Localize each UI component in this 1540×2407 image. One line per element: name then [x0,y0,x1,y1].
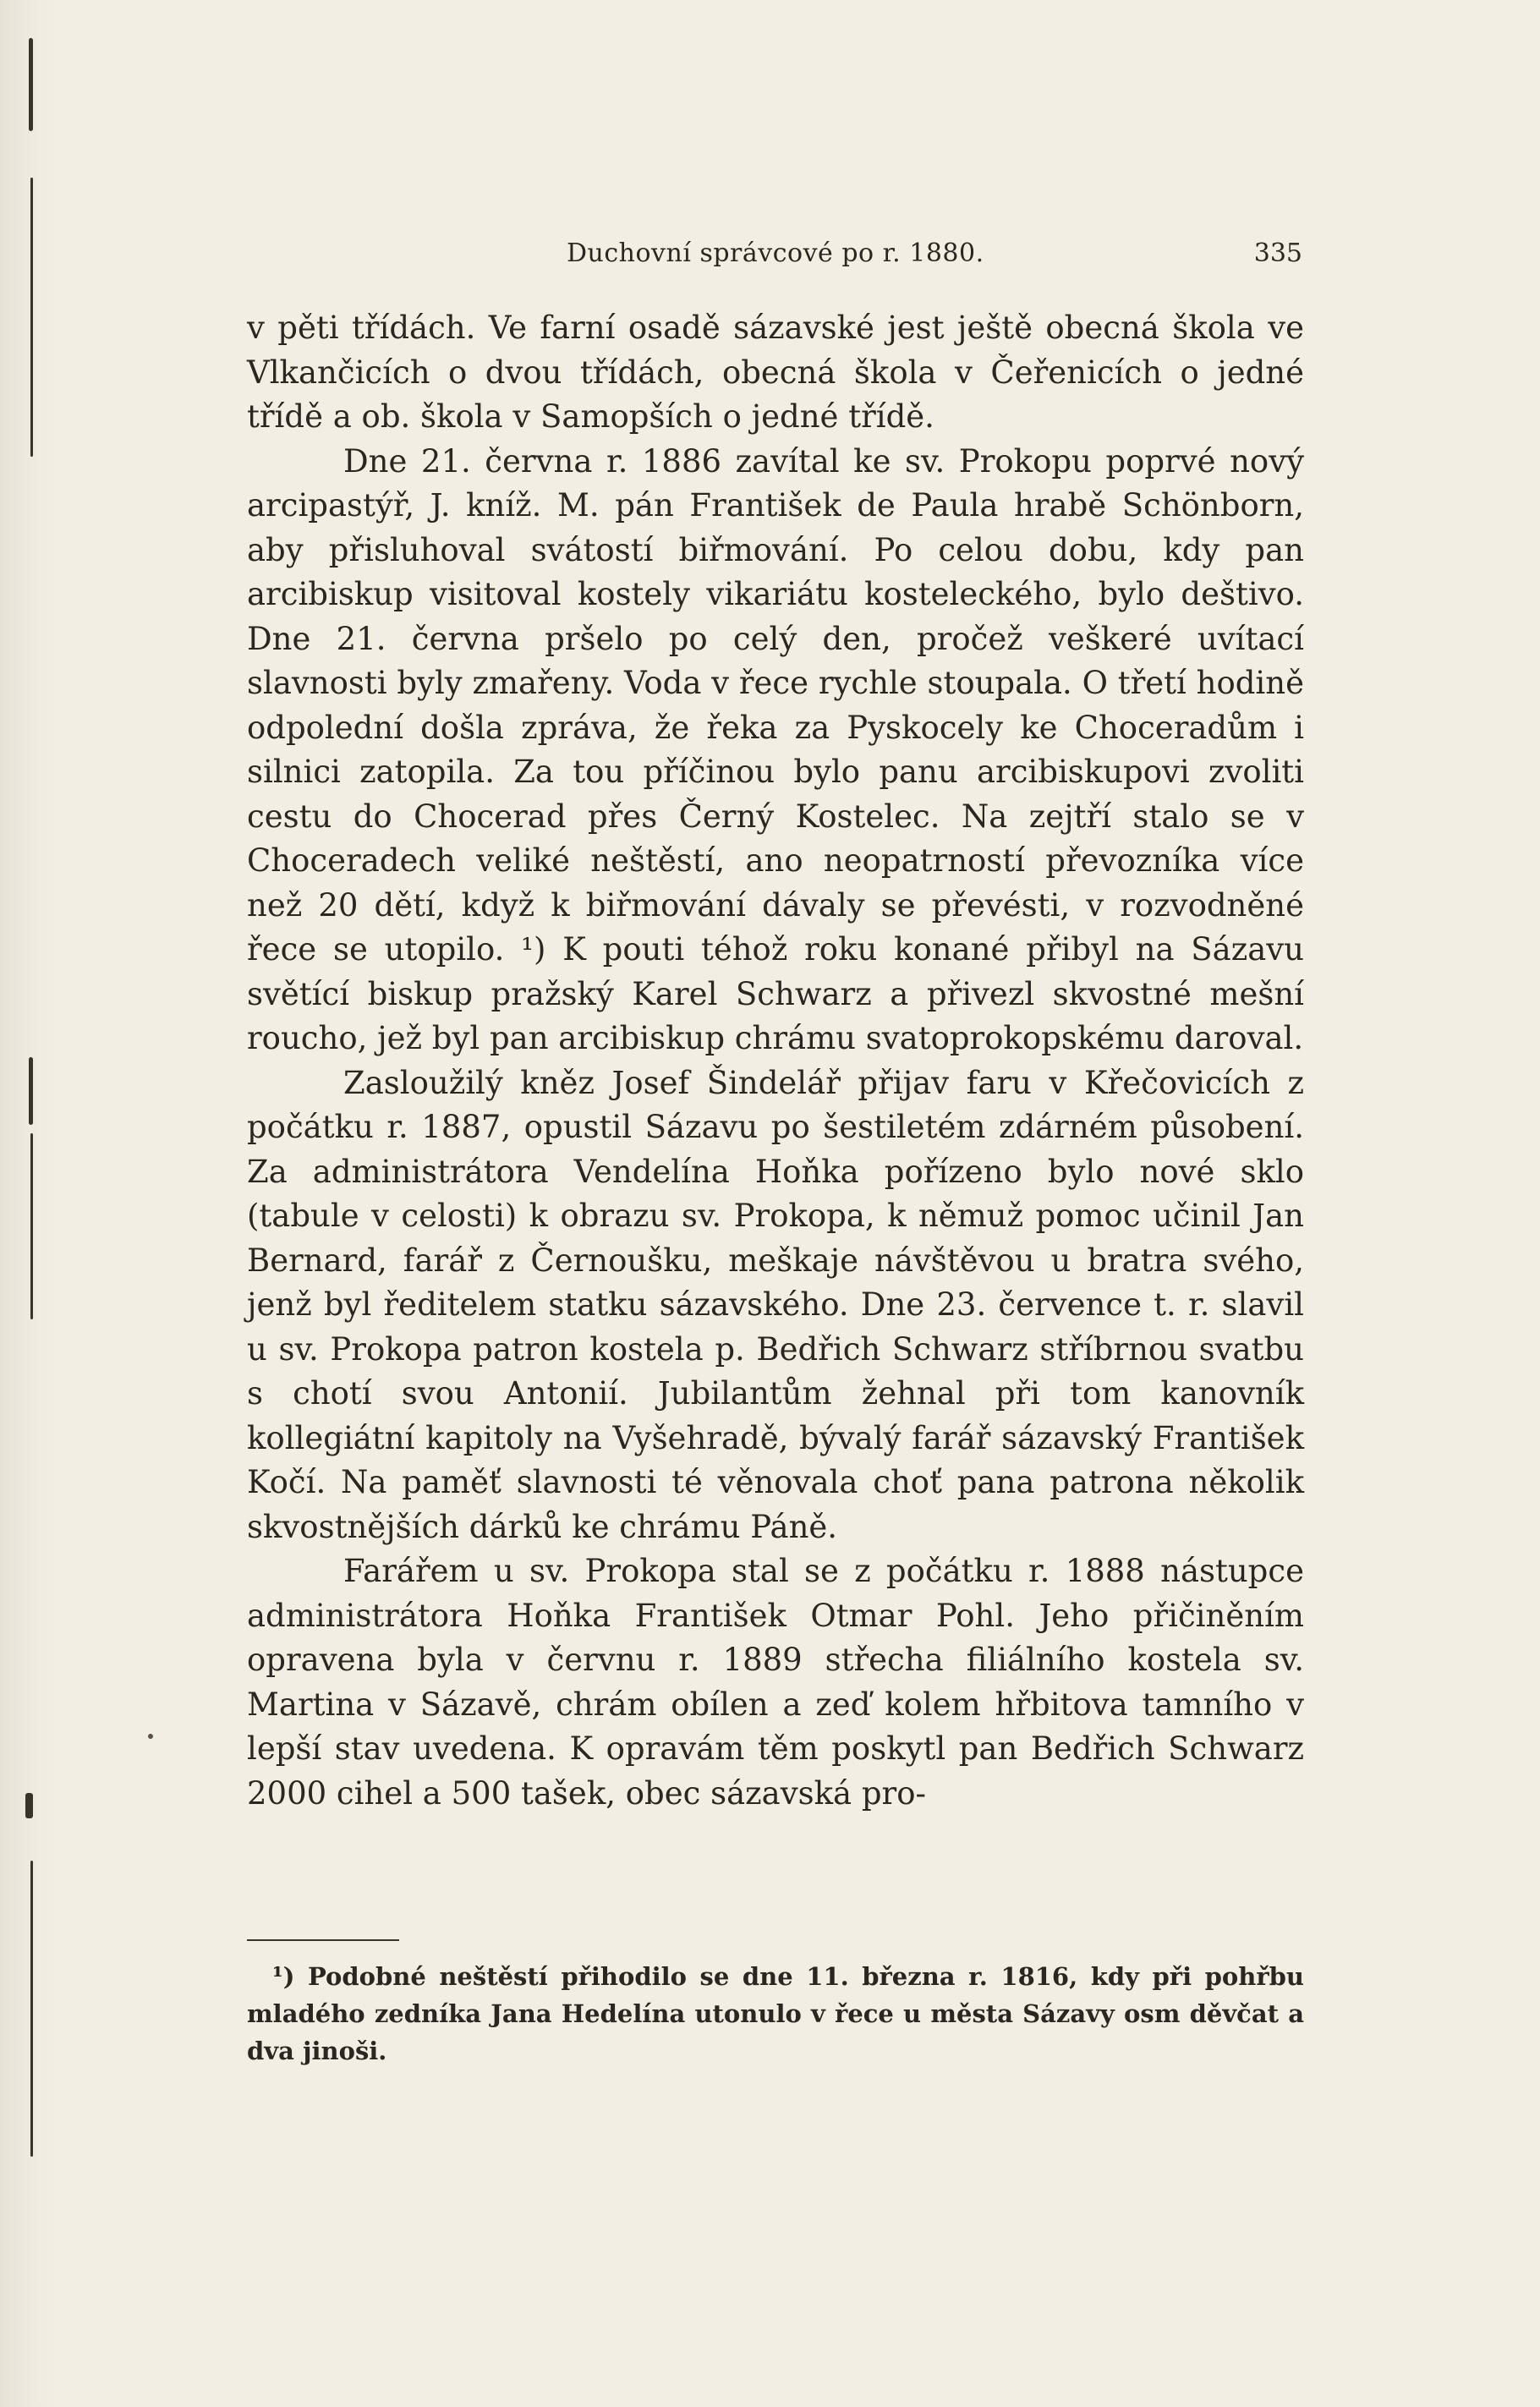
page-number: 335 [1253,239,1302,268]
binding-mark [30,1133,33,1319]
running-header [567,239,1302,281]
binding-mark [29,1057,33,1125]
page-binding-edge [0,0,59,2407]
paragraph: v pěti třídách. Ve farní osadě sázavské jest ještě obecná škola ve Vlkančicích o dvou třídách, obecná škola v Čeřenicích o jedné třídě a ob. škola v Samopších o jedné třídě. [247,310,1304,435]
paragraph: Dne 21. června r. 1886 zavítal ke sv. Prokopu poprvé nový arcipastýř, J. kníž. M. pán František de Paula hrabě Schönborn, aby přisluhoval svátostí biřmování. Po celou dobu, kdy pan arcibiskup visitoval kostely vikariátu kosteleckého, bylo deštivo. Dne 21. června pršelo po celý den, pročež veškeré uvítací slavnosti byly zmařeny. Voda v řece rychle stoupala. O třetí hodině odpolední došla zpráva, že řeka za Pyskocely ke Choceradům i silnici zatopila. Za tou příčinou bylo panu arcibiskupovi zvoliti cestu do Chocerad přes Černý Kostelec. Na zejtří stalo se v Choceradech veliké neštěstí, ano neopatrností převozníka více než 20 dětí, když k biřmování dávaly se převésti, v rozvodněné řece se utopilo. ¹) K pouti téhož roku konané přibyl na Sázavu světící biskup pražský Karel Schwarz a přivezl skvostné mešní roucho, jež byl pan arcibiskup chrámu svatoprokopskému daroval. [247,442,1304,1056]
footnotes [247,1958,1304,2070]
paragraph: Zasloužilý kněz Josef Šindelář přijav faru v Křečovicích z počátku r. 1887, opustil Sázavu po šestiletém zdárném působení. Za administrátora Vendelína Hoňka pořízeno bylo nové sklo (tabule v celosti) k obrazu sv. Prokopa, k němuž pomoc učinil Jan Bernard, farář z Černoušku, meškaje návštěvou u bratra svého, jenž byl ředitelem statku sázavského. Dne 23. července t. r. slavil u sv. Prokopa patron kostela p. Bedřich Schwarz stříbrnou svatbu s chotí svou Antonií. Jubilantům žehnal při tom kanovník kollegiátní kapitoly na Vyšehradě, bývalý farář sázavský František Kočí. Na paměť slavnosti té věnovala choť pana patrona několik skvostnějších dárků ke chrámu Páně. [247,1064,1304,1545]
binding-mark [30,178,33,457]
footnote: ¹) Podobné neštěstí přihodilo se dne 11. března r. 1816, kdy při pohřbu mladého zedníka Jana Hedelína utonulo v řece u města Sázavy osm děvčat a dva jinoši. [247,1962,1304,2065]
binding-mark [30,1861,33,2157]
binding-mark [25,1793,33,1818]
ink-speck [148,1734,153,1739]
paragraph: Farářem u sv. Prokopa stal se z počátku r. 1888 nástupce administrátora Hoňka František Otmar Pohl. Jeho přičiněním opravena byla v červnu r. 1889 střecha filiálního kostela sv. Martina v Sázavě, chrám obílen a zeď kolem hřbitova tamního v lepší stav uvedena. K opravám těm poskytl pan Bedřich Schwarz 2000 cihel a 500 tašek, obec sázavská pro- [247,1553,1304,1812]
running-title: Duchovní správcové po r. 1880. [567,239,984,268]
binding-mark [29,38,33,131]
footnote-separator [247,1939,399,1941]
main-text [247,306,1304,1816]
